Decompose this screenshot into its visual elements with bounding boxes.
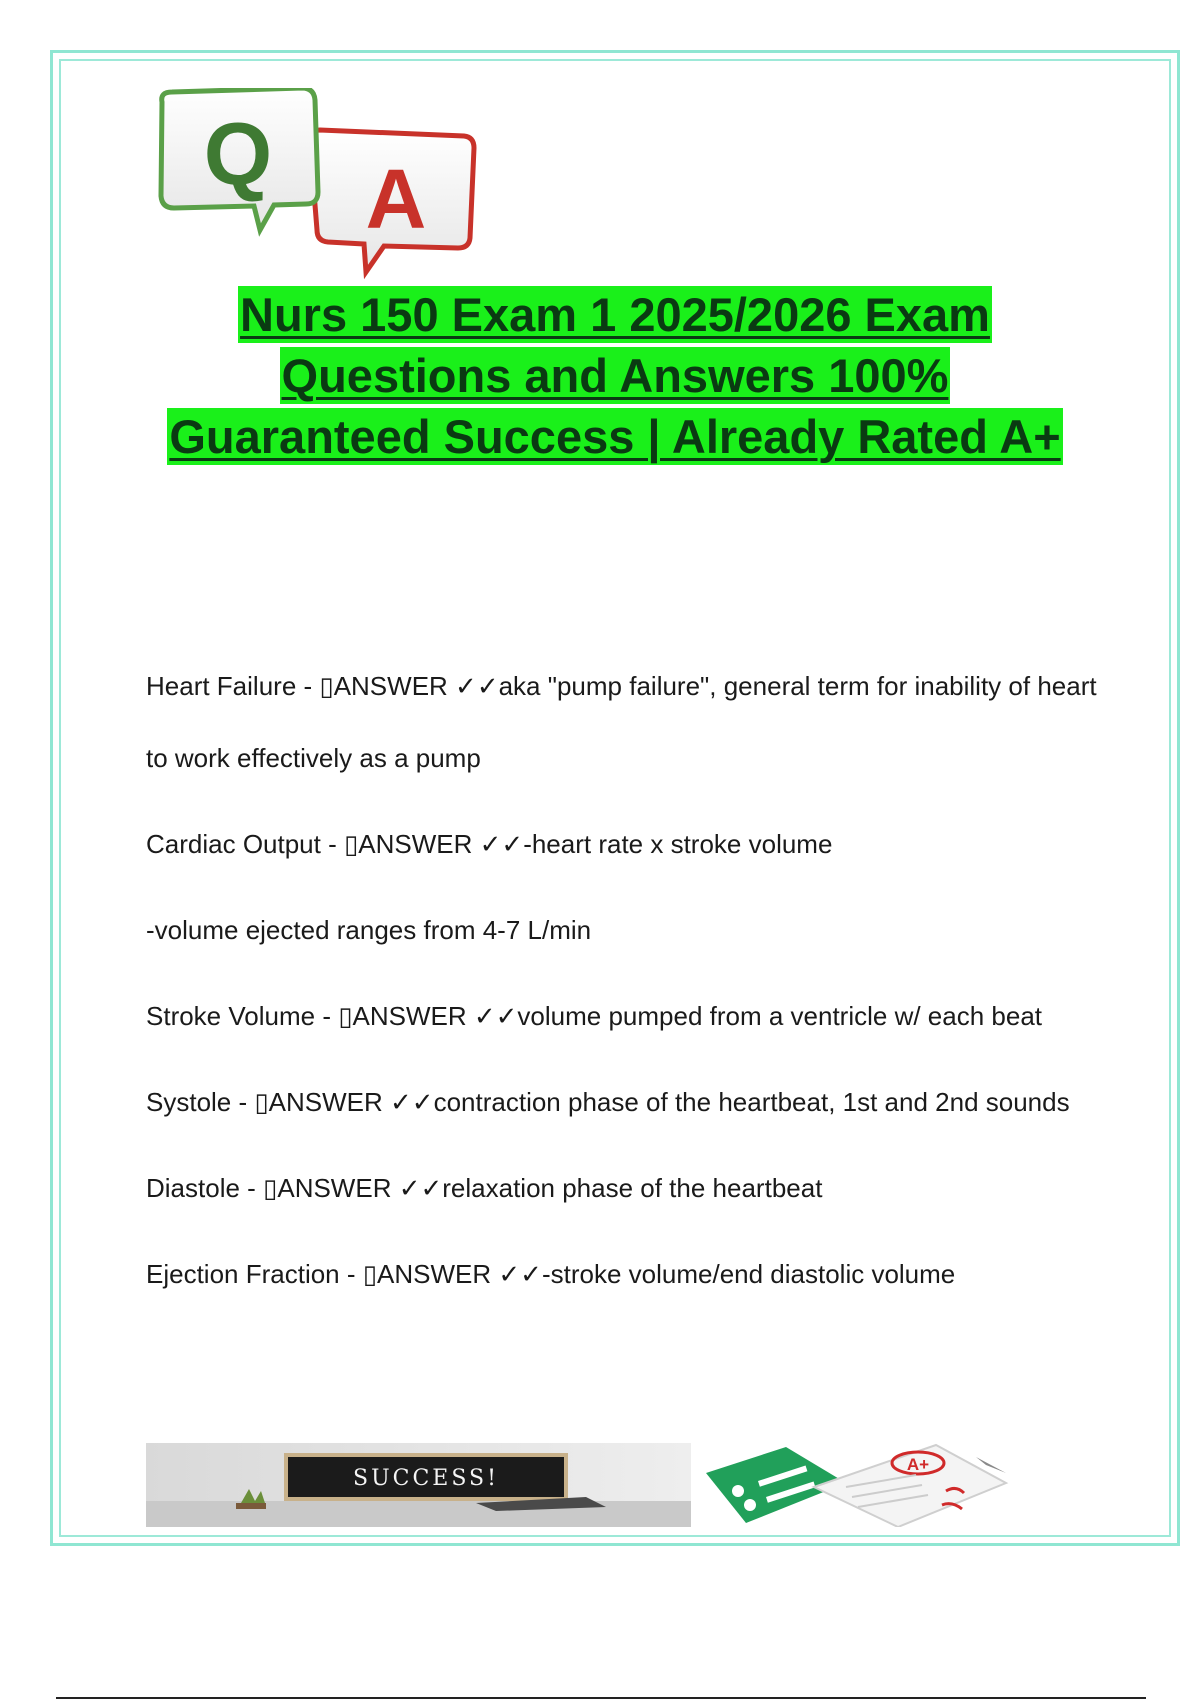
qa-item-heart-failure: Heart Failure - ▯ANSWER ✓✓aka "pump failure", general term for inability of heart to work effectively as a pump (146, 671, 1097, 773)
qa-list (146, 650, 1106, 1310)
grade-text: A+ (906, 1455, 930, 1474)
qa-logo (152, 88, 482, 284)
qa-item-cardiac-output-cont: -volume ejected ranges from 4-7 L/min (146, 915, 592, 945)
footer-rule (56, 1697, 1146, 1699)
q-speech-bubble-icon (161, 88, 318, 230)
q-letter: Q (203, 104, 273, 203)
grade-sheet-illustration (706, 1445, 1006, 1527)
a-letter: A (365, 152, 427, 246)
qa-item-diastole: Diastole - ▯ANSWER ✓✓relaxation phase of the heartbeat (146, 1173, 823, 1203)
title-line-2: Questions and Answers 100% (281, 349, 949, 402)
qa-item-systole: Systole - ▯ANSWER ✓✓contraction phase of the heartbeat, 1st and 2nd sounds (146, 1087, 1070, 1117)
document-title (60, 282, 1170, 465)
bottom-banner (146, 1443, 1086, 1527)
a-speech-bubble-icon (310, 130, 474, 272)
title-line-1: Nurs 150 Exam 1 2025/2026 Exam (240, 288, 990, 341)
title-line-3: Guaranteed Success | Already Rated A+ (169, 410, 1061, 463)
qa-item-stroke-volume: Stroke Volume - ▯ANSWER ✓✓volume pumped from a ventricle w/ each beat (146, 1001, 1043, 1031)
success-sign-text: SUCCESS! (353, 1466, 499, 1491)
qa-item-ejection-fraction: Ejection Fraction - ▯ANSWER ✓✓-stroke volume/end diastolic volume (146, 1259, 956, 1289)
qa-item-cardiac-output: Cardiac Output - ▯ANSWER ✓✓-heart rate x stroke volume (146, 829, 833, 859)
success-sign-photo (146, 1443, 691, 1527)
